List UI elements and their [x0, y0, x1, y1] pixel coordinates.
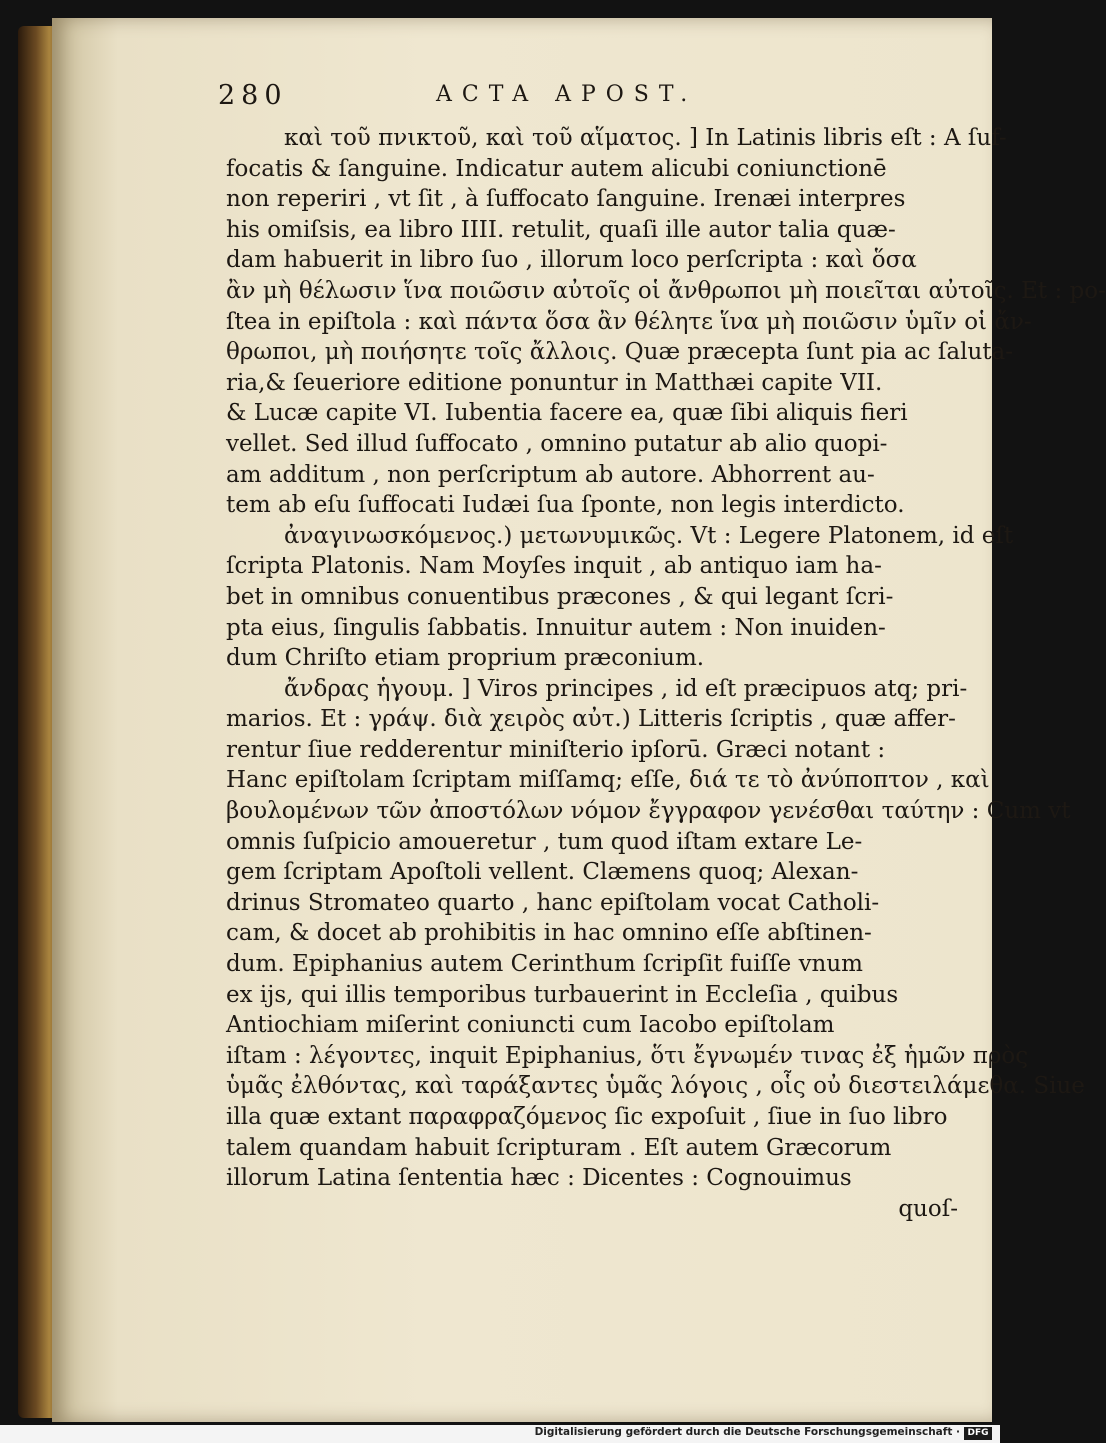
text-line: & Lucæ capite VI. Iubentia facere ea, quæ ſibi aliquis fieri	[226, 400, 908, 427]
text-line: illa quæ extant παραφραζόμενος ſic expoſuit , ſiue in ſuo libro	[226, 1104, 948, 1130]
footer-bar	[0, 1425, 1000, 1443]
catchword: quoſ-	[898, 1195, 958, 1222]
text-line: dum. Epiphanius autem Cerinthum ſcripſit fuiſſe vnum	[226, 951, 863, 978]
text-line: ex ijs, qui illis temporibus turbauerint in Eccleſia , quibus	[226, 981, 899, 1008]
text-line: non reperiri , vt ſit , à ſuffocato ſanguine. Irenæi interpres	[226, 186, 906, 213]
text-line: his omiſsis, ea libro IIII. retulit, quaſi ille autor talia quæ-	[226, 216, 896, 243]
text-line: θρωποι, μὴ ποιήσητε τοῖς ἄλλοις. Quæ præcepta ſunt pia ac ſaluta-	[226, 339, 1014, 366]
text-line: iſtam : λέγοντες, inquit Epiphanius, ὅτι ἔγνωμέν τινας ἐξ ἡμῶν πρὸς	[226, 1042, 1029, 1069]
text-line: ἀναγινωσκόμενος.) μετωνυμικῶς. Vt : Legere Platonem, id eſt	[284, 522, 1014, 549]
text-line: βουλομένων τῶν ἀποστόλων νόμον ἔγγραφον γενέσθαι ταύτην : Cum vt	[226, 798, 1071, 825]
text-line: drinus Stromateo quarto , hanc epiſtolam vocat Catholi-	[226, 889, 880, 916]
text-line: omnis ſuſpicio amoueretur , tum quod iſtam extare Le-	[226, 828, 863, 855]
text-line: ſtea in epiſtola : καὶ πάντα ὅσα ἂν θέλητε ἵνα μὴ ποιῶσιν ὑμῖν οἱ ἄν-	[226, 308, 1032, 335]
text-line: talem quandam habuit ſcripturam . Eſt autem Græcorum	[226, 1134, 892, 1161]
running-head	[218, 80, 798, 120]
text-line: vellet. Sed illud ſuffocato , omnino putatur ab alio quopi-	[226, 430, 888, 457]
text-line: ὑμᾶς ἐλθόντας, καὶ ταράξαντες ὑμᾶς λόγοις , οἷς οὐ διεστειλάμεθα. Siue	[226, 1073, 1085, 1100]
text-line: bet in omnibus conuentibus præcones , & qui legant ſcri-	[226, 583, 894, 610]
text-line: καὶ τοῦ πνικτοῦ, καὶ τοῦ αἵματος. ] In Latinis libris eſt : A ſuf-	[284, 125, 1007, 151]
text-line: ἂν μὴ θέλωσιν ἵνα ποιῶσιν αὐτοῖς οἱ ἄνθρωποι μὴ ποιεῖται αὐτοῖς. Et : po-	[226, 277, 1106, 304]
dfg-logo-icon: DFG	[964, 1427, 992, 1440]
text-line: cam, & docet ab prohibitis in hac omnino eſſe abſtinen-	[226, 920, 872, 947]
text-line: ria,& ſeueriore editione ponuntur in Matthæi capite VII.	[226, 369, 883, 396]
text-line: pta eius, ſingulis ſabbatis. Innuitur autem : Non inuiden-	[226, 614, 886, 641]
page-number: 280	[218, 80, 288, 111]
running-title: ACTA APOST.	[436, 82, 698, 107]
text-line: focatis & ſanguine. Indicatur autem alicubi coniunctionē	[226, 155, 887, 182]
text-line: tem ab eſu ſuffocati Iudæi ſua ſponte, non legis interdicto.	[226, 492, 905, 519]
text-line: dam habuerit in libro ſuo , illorum loco perſcripta : καὶ ὅσα	[226, 247, 917, 274]
funding-notice: Digitalisierung gefördert durch die Deutsche Forschungsgemeinschaft ·	[534, 1426, 960, 1438]
text-line: illorum Latina ſententia hæc : Dicentes : Cognouimus	[226, 1165, 852, 1192]
body-text	[226, 123, 1106, 1224]
text-line: gem ſcriptam Apoſtoli vellent. Clæmens quoq; Alexan-	[226, 859, 859, 886]
text-line: ſcripta Platonis. Nam Moyſes inquit , ab antiquo iam ha-	[226, 553, 882, 580]
text-line: dum Chriſto etiam proprium præconium.	[226, 645, 705, 672]
text-line: am additum , non perſcriptum ab autore. Abhorrent au-	[226, 461, 875, 488]
text-line: rentur ſiue redderentur miniſterio ipſorū. Græci notant :	[226, 736, 886, 763]
text-line: ἄνδρας ἡγουμ. ] Viros principes , id eſt præcipuos atq; pri-	[284, 675, 968, 702]
text-line: Antiochiam miſerint coniuncti cum Iacobo epiſtolam	[226, 1012, 835, 1039]
text-line: Hanc epiſtolam ſcriptam miſſamq; eſſe, διά τε τὸ ἀνύποπτον , καὶ	[226, 767, 990, 794]
text-line: marios. Et : γράψ. διὰ χειρὸς αὐτ.) Litteris ſcriptis , quæ affer-	[226, 706, 956, 733]
